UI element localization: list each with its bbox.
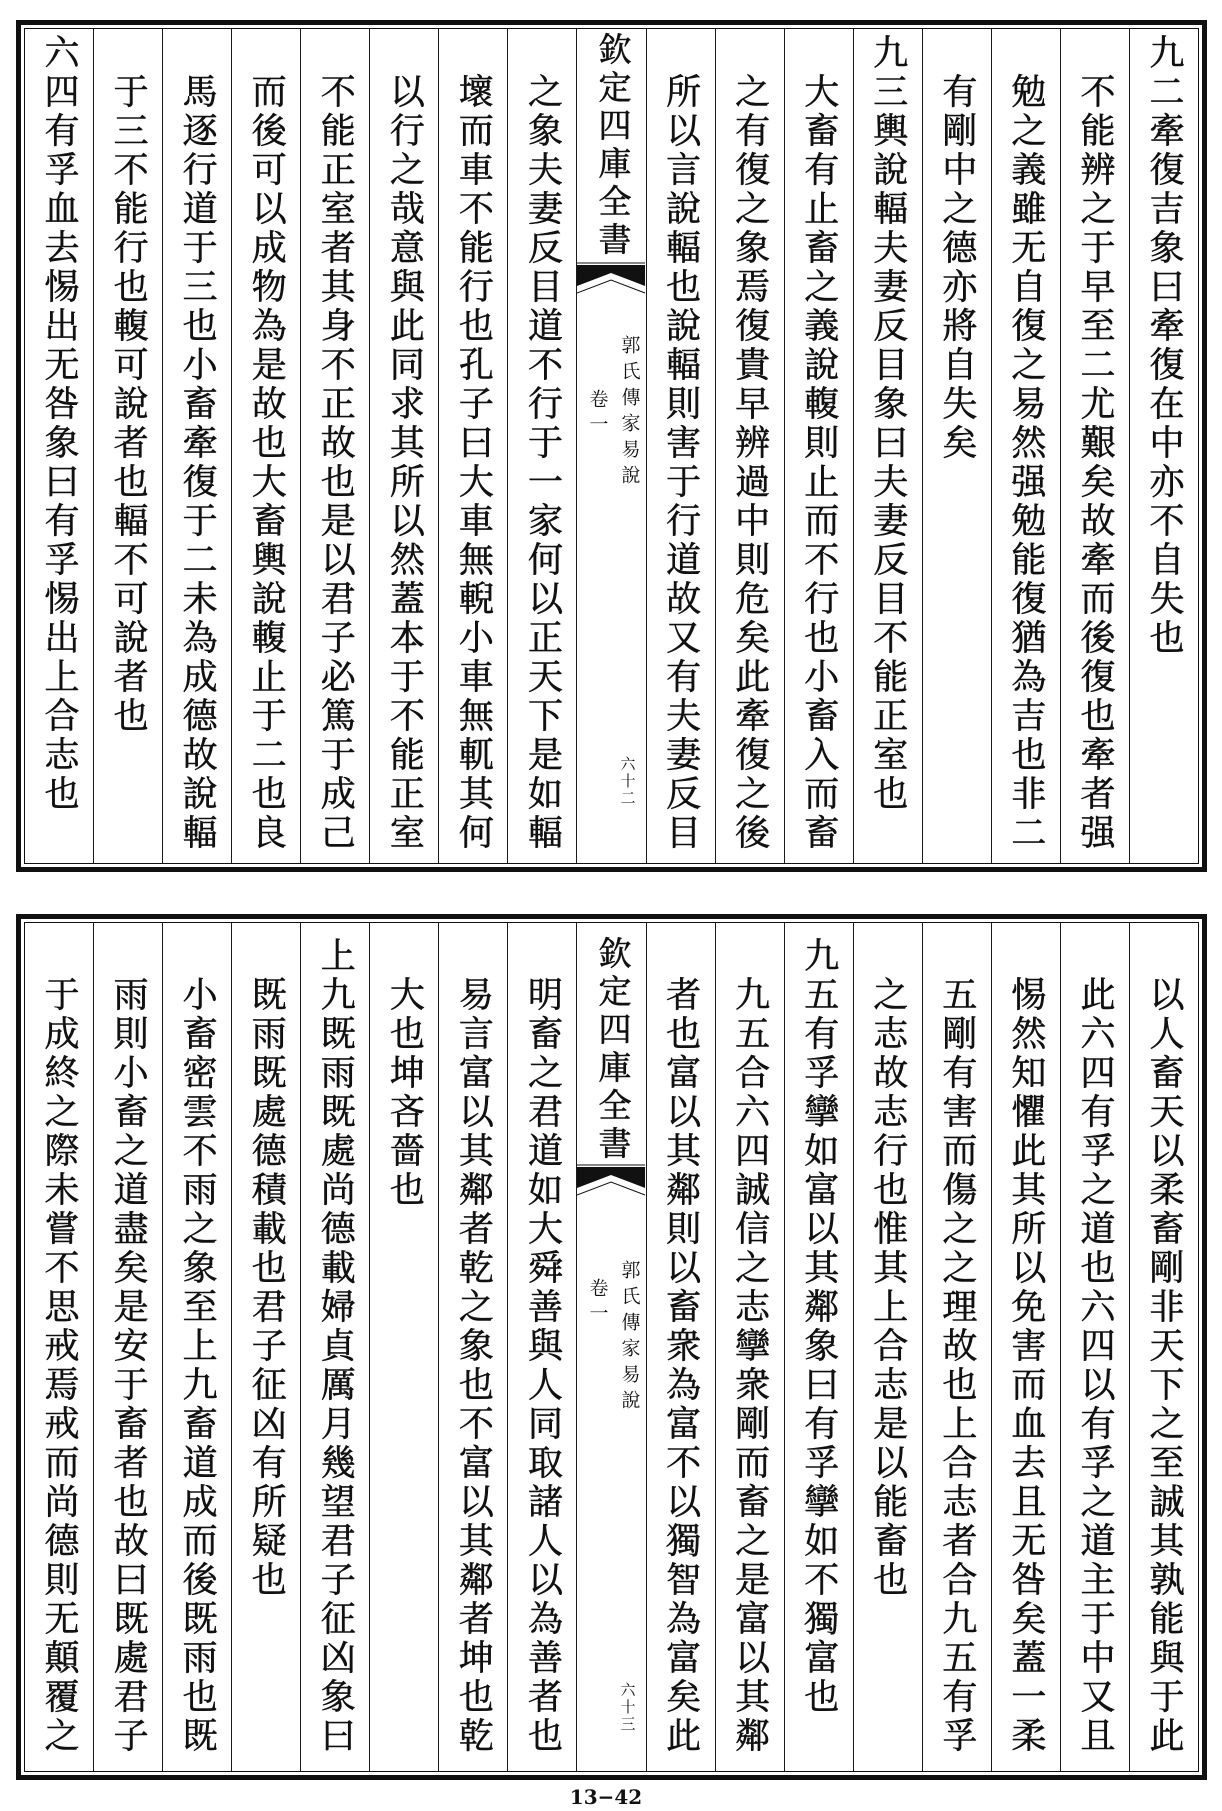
- column-text: 此六四有孚之道也六四以有孚之道主于中又且: [1074, 976, 1115, 1756]
- column-text: 既雨既處德積載也君子征凶有所疑也: [246, 976, 287, 1600]
- text-column: [992, 29, 1061, 863]
- column-text: 有剛中之德亦將自失矣: [936, 73, 977, 463]
- fishtail-mark-icon: [577, 262, 645, 294]
- text-column: [232, 29, 301, 863]
- fishtail-mark-icon: [577, 1164, 645, 1196]
- column-text: 以人畜天以柔畜剛非天下之至誠其孰能與于此: [1144, 976, 1184, 1756]
- text-column: [370, 923, 439, 1771]
- text-column: [163, 29, 232, 863]
- text-column: [716, 923, 785, 1771]
- column-grid: [24, 922, 1199, 1772]
- text-column: [785, 923, 854, 1771]
- column-text: 于三不能行也輹可說者也輻不可說者也: [108, 73, 149, 736]
- text-column: [370, 29, 439, 863]
- column-text: 而後可以成物為是故也大畜輿說輹止于二也良: [246, 73, 287, 853]
- work-title: 郭氏傳家易說: [618, 1260, 641, 1416]
- text-column: [1130, 29, 1198, 863]
- text-column: [785, 29, 854, 863]
- text-column: [232, 923, 301, 1771]
- column-text: 不能辨之于早至二尤艱矣故牽而後復也牽者强: [1074, 73, 1115, 853]
- column-text: 大也坤吝嗇也: [384, 976, 425, 1210]
- column-text: 者也富以其鄰則以畜衆為富不以獨智為富矣此: [660, 976, 701, 1756]
- column-text: 所以言說輻也說輻則害于行道故又有夫妻反目: [660, 73, 701, 853]
- volume-label: 卷一: [586, 389, 609, 439]
- page-number: 六十三: [618, 1682, 637, 1733]
- center-column: [577, 29, 646, 863]
- page-panel-bottom: [16, 914, 1207, 1780]
- text-column: [94, 29, 163, 863]
- column-text: 明畜之君道如大舜善與人同取諸人以為善者也: [522, 976, 563, 1756]
- text-column: [508, 29, 577, 863]
- text-column: [163, 923, 232, 1771]
- column-text: 勉之義雖无自復之易然强勉能復猶為吉也非二: [1005, 73, 1046, 853]
- volume-label: 卷一: [586, 1278, 609, 1328]
- column-text: 之有復之象焉復貴早辨過中則危矣此牽復之後: [729, 73, 770, 853]
- page-footer: 13−42: [569, 1785, 643, 1809]
- book-title: 欽定四庫全書: [593, 936, 633, 1164]
- text-column: [923, 923, 992, 1771]
- column-text: 壞而車不能行也孔子曰大車無輗小車無軏其何: [453, 73, 494, 853]
- text-column: [94, 923, 163, 1771]
- page-panel-top: [16, 20, 1207, 872]
- text-column: [716, 29, 785, 863]
- column-text: 之象夫妻反目道不行于一家何以正天下是如輻: [522, 73, 563, 853]
- column-text: 不能正室者其身不正故也是以君子必篤于成己: [315, 73, 356, 853]
- text-column: [992, 923, 1061, 1771]
- column-text: 九五有孚攣如富以其鄰象曰有孚攣如不獨富也: [798, 937, 839, 1717]
- column-text: 惕然知懼此其所以免害而血去且无咎矣蓋一柔: [1005, 976, 1046, 1756]
- column-text: 九二牽復吉象曰牽復在中亦不自失也: [1144, 34, 1184, 658]
- work-title: 郭氏傳家易說: [618, 335, 641, 491]
- text-column: [25, 923, 94, 1771]
- column-text: 上九既雨既處尚德載婦貞厲月幾望君子征凶象曰: [315, 937, 356, 1756]
- page-number: 六十二: [618, 756, 637, 807]
- text-column: [508, 923, 577, 1771]
- text-column: [923, 29, 992, 863]
- text-column: [439, 923, 508, 1771]
- text-column: [854, 923, 923, 1771]
- text-column: [439, 29, 508, 863]
- column-text: 小畜密雲不雨之象至上九畜道成而後既雨也既: [177, 976, 218, 1756]
- column-text: 五剛有害而傷之之理故也上合志者合九五有孚: [936, 976, 977, 1756]
- text-column: [854, 29, 923, 863]
- column-text: 九五合六四誠信之志攣衆剛而畜之是富以其鄰: [729, 976, 770, 1756]
- column-text: 九三輿說輻夫妻反目象曰夫妻反目不能正室也: [867, 34, 908, 814]
- column-text: 于成終之際未嘗不思戒焉戒而尚德則无顛覆之: [39, 976, 79, 1756]
- column-grid: [24, 28, 1199, 864]
- column-text: 六四有孚血去惕出无咎象曰有孚惕出上合志也: [39, 34, 79, 814]
- column-text: 馬逐行道于三也小畜牽復于二未為成德故說輻: [177, 73, 218, 853]
- book-title: 欽定四庫全書: [593, 32, 633, 260]
- column-text: 雨則小畜之道盡矣是安于畜者也故曰既處君子: [108, 976, 149, 1756]
- text-column: [301, 923, 370, 1771]
- text-column: [25, 29, 94, 863]
- column-text: 以行之哉意與此同求其所以然蓋本于不能正室: [384, 73, 425, 853]
- text-column: [1130, 923, 1198, 1771]
- text-column: [1061, 923, 1130, 1771]
- text-column: [301, 29, 370, 863]
- text-column: [647, 923, 716, 1771]
- text-column: [1061, 29, 1130, 863]
- column-text: 易言富以其鄰者乾之象也不富以其鄰者坤也乾: [453, 976, 494, 1756]
- column-text: 大畜有止畜之義說輹則止而不行也小畜入而畜: [798, 73, 839, 853]
- column-text: 之志故志行也惟其上合志是以能畜也: [867, 976, 908, 1600]
- center-column: [577, 923, 646, 1771]
- text-column: [647, 29, 716, 863]
